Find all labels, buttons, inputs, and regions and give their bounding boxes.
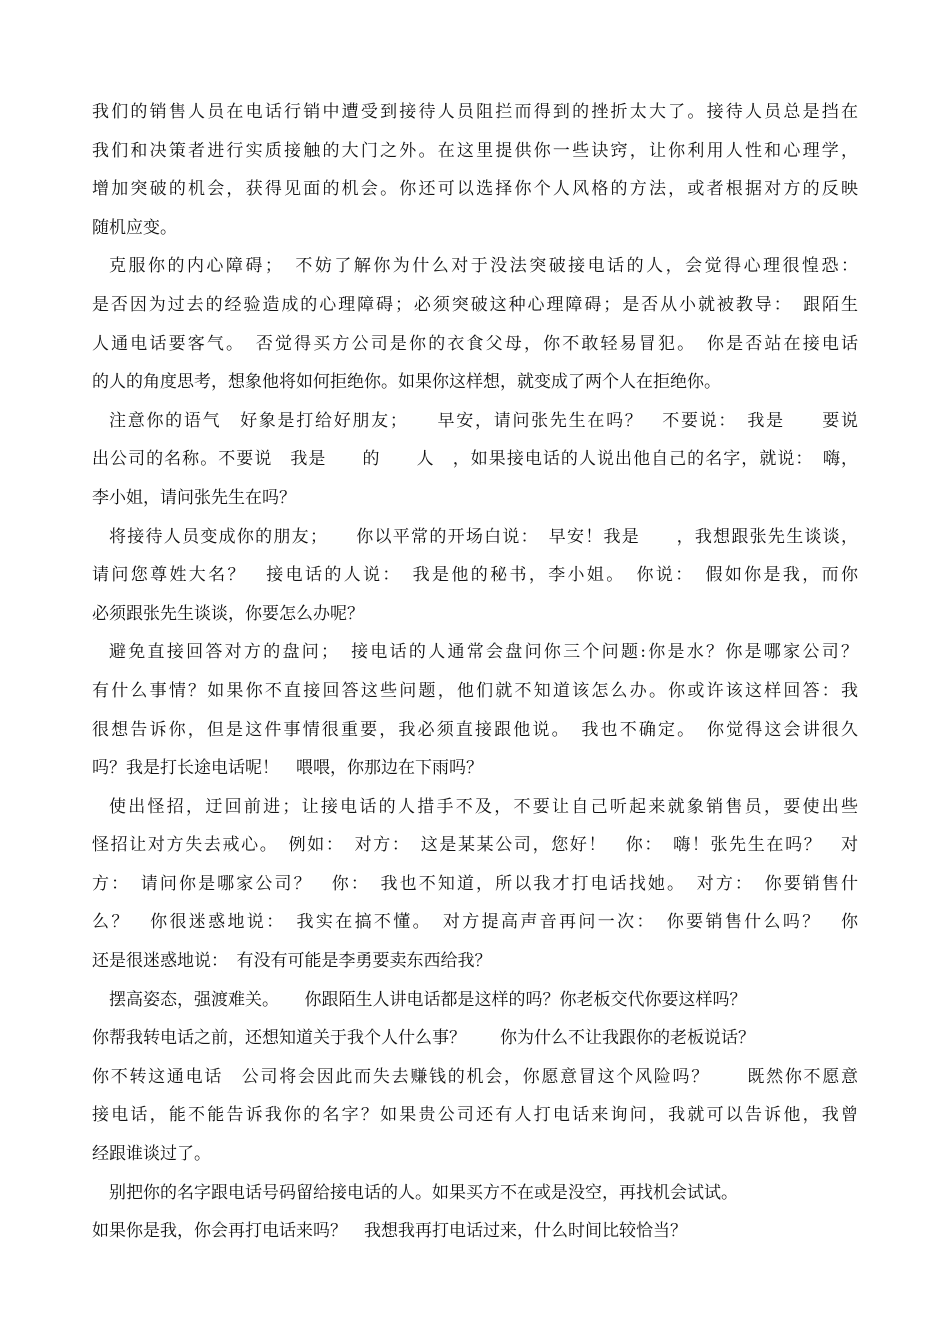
- text-line: 李小姐，请问张先生在吗？: [92, 487, 296, 508]
- text-line: 如果你是我，你会再打电话来吗？ 我想我再打电话过来，什么时间比较恰当？: [92, 1221, 687, 1242]
- text-line: 方： 请问你是哪家公司？ 你： 我也不知道，所以我才打电话找她。 对方： 你要销售什: [92, 873, 858, 894]
- text-line: 接电话，能不能告诉我你的名字？如果贵公司还有人打电话来询问，我就可以告诉他，我曾: [92, 1105, 858, 1126]
- text-line: 增加突破的机会，获得见面的机会。你还可以选择你个人风格的方法，或者根据对方的反映: [92, 179, 858, 200]
- text-line: 必须跟张先生谈谈，你要怎么办呢？: [92, 603, 364, 624]
- text-line: 人通电话要客气。 否觉得买方公司是你的衣食父母，你不敢轻易冒犯。 你是否站在接电话: [92, 333, 858, 354]
- text-line: 是否因为过去的经验造成的心理障碍；必须突破这种心理障碍；是否从小就被教导： 跟陌生: [92, 294, 858, 315]
- text-line: 我们的销售人员在电话行销中遭受到接待人员阻拦而得到的挫折太大了。接待人员总是挡在: [92, 102, 858, 122]
- text-line: 使出怪招，迂回前进；让接电话的人措手不及，不要让自己听起来就象销售员，要使出些: [109, 796, 858, 817]
- text-line: 出公司的名称。不要说 我是 的 人 ，如果接电话的人说出他自己的名字，就说： 嗨，: [92, 449, 858, 470]
- text-line: 将接待人员变成你的朋友； 你以平常的开场白说： 早安！我是 ，我想跟张先生谈谈，: [109, 526, 858, 547]
- document-body: [92, 100, 858, 1244]
- text-line: 摆高姿态，强渡难关。 你跟陌生人讲电话都是这样的吗？你老板交代你要这样吗？: [109, 989, 747, 1010]
- text-line: 别把你的名字跟电话号码留给接电话的人。如果买方不在或是没空，再找机会试试。: [109, 1182, 738, 1203]
- text-line: 经跟谁谈过了。: [92, 1144, 211, 1165]
- text-line: 你不转这通电话 公司将会因此而失去赚钱的机会，你愿意冒这个风险吗？ 既然你不愿意: [92, 1066, 858, 1087]
- text-line: 避免直接回答对方的盘问； 接电话的人通常会盘问你三个问题:你是水？你是哪家公司？: [109, 642, 858, 663]
- text-line: 有什么事情？如果你不直接回答这些问题，他们就不知道该怎么办。你或许该这样回答：我: [92, 680, 858, 701]
- text-line: 克服你的内心障碍； 不妨了解你为什么对于没法突破接电话的人，会觉得心理很惶恐：: [109, 256, 858, 277]
- text-line: 注意你的语气 好象是打给好朋友； 早安，请问张先生在吗？ 不要说： 我是 要说: [109, 410, 858, 431]
- text-line: 怪招让对方失去戒心。 例如： 对方： 这是某某公司，您好！ 你： 嗨！张先生在吗？ 对: [92, 835, 858, 856]
- text-line: 我们和决策者进行实质接触的大门之外。在这里提供你一些诀窍，让你利用人性和心理学，: [92, 140, 858, 161]
- text-line: 很想告诉你，但是这件事情很重要，我必须直接跟他说。 我也不确定。 你觉得这会讲很久: [92, 719, 858, 740]
- text-line: 的人的角度思考，想象他将如何拒绝你。如果你这样想，就变成了两个人在拒绝你。: [92, 372, 721, 393]
- text-line: 你帮我转电话之前，还想知道关于我个人什么事？ 你为什么不让我跟你的老板说话？: [92, 1028, 755, 1049]
- text-line: 随机应变。: [92, 217, 177, 238]
- text-line: 请问您尊姓大名？ 接电话的人说： 我是他的秘书，李小姐。 你说： 假如你是我，而你: [92, 565, 858, 586]
- text-line: 还是很迷惑地说： 有没有可能是李勇要卖东西给我？: [92, 951, 492, 972]
- text-line: 么？ 你很迷惑地说： 我实在搞不懂。 对方提高声音再问一次： 你要销售什么吗？ 你: [92, 912, 858, 933]
- text-line: 吗？我是打长途电话呢！ 喂喂，你那边在下雨吗？: [92, 758, 483, 779]
